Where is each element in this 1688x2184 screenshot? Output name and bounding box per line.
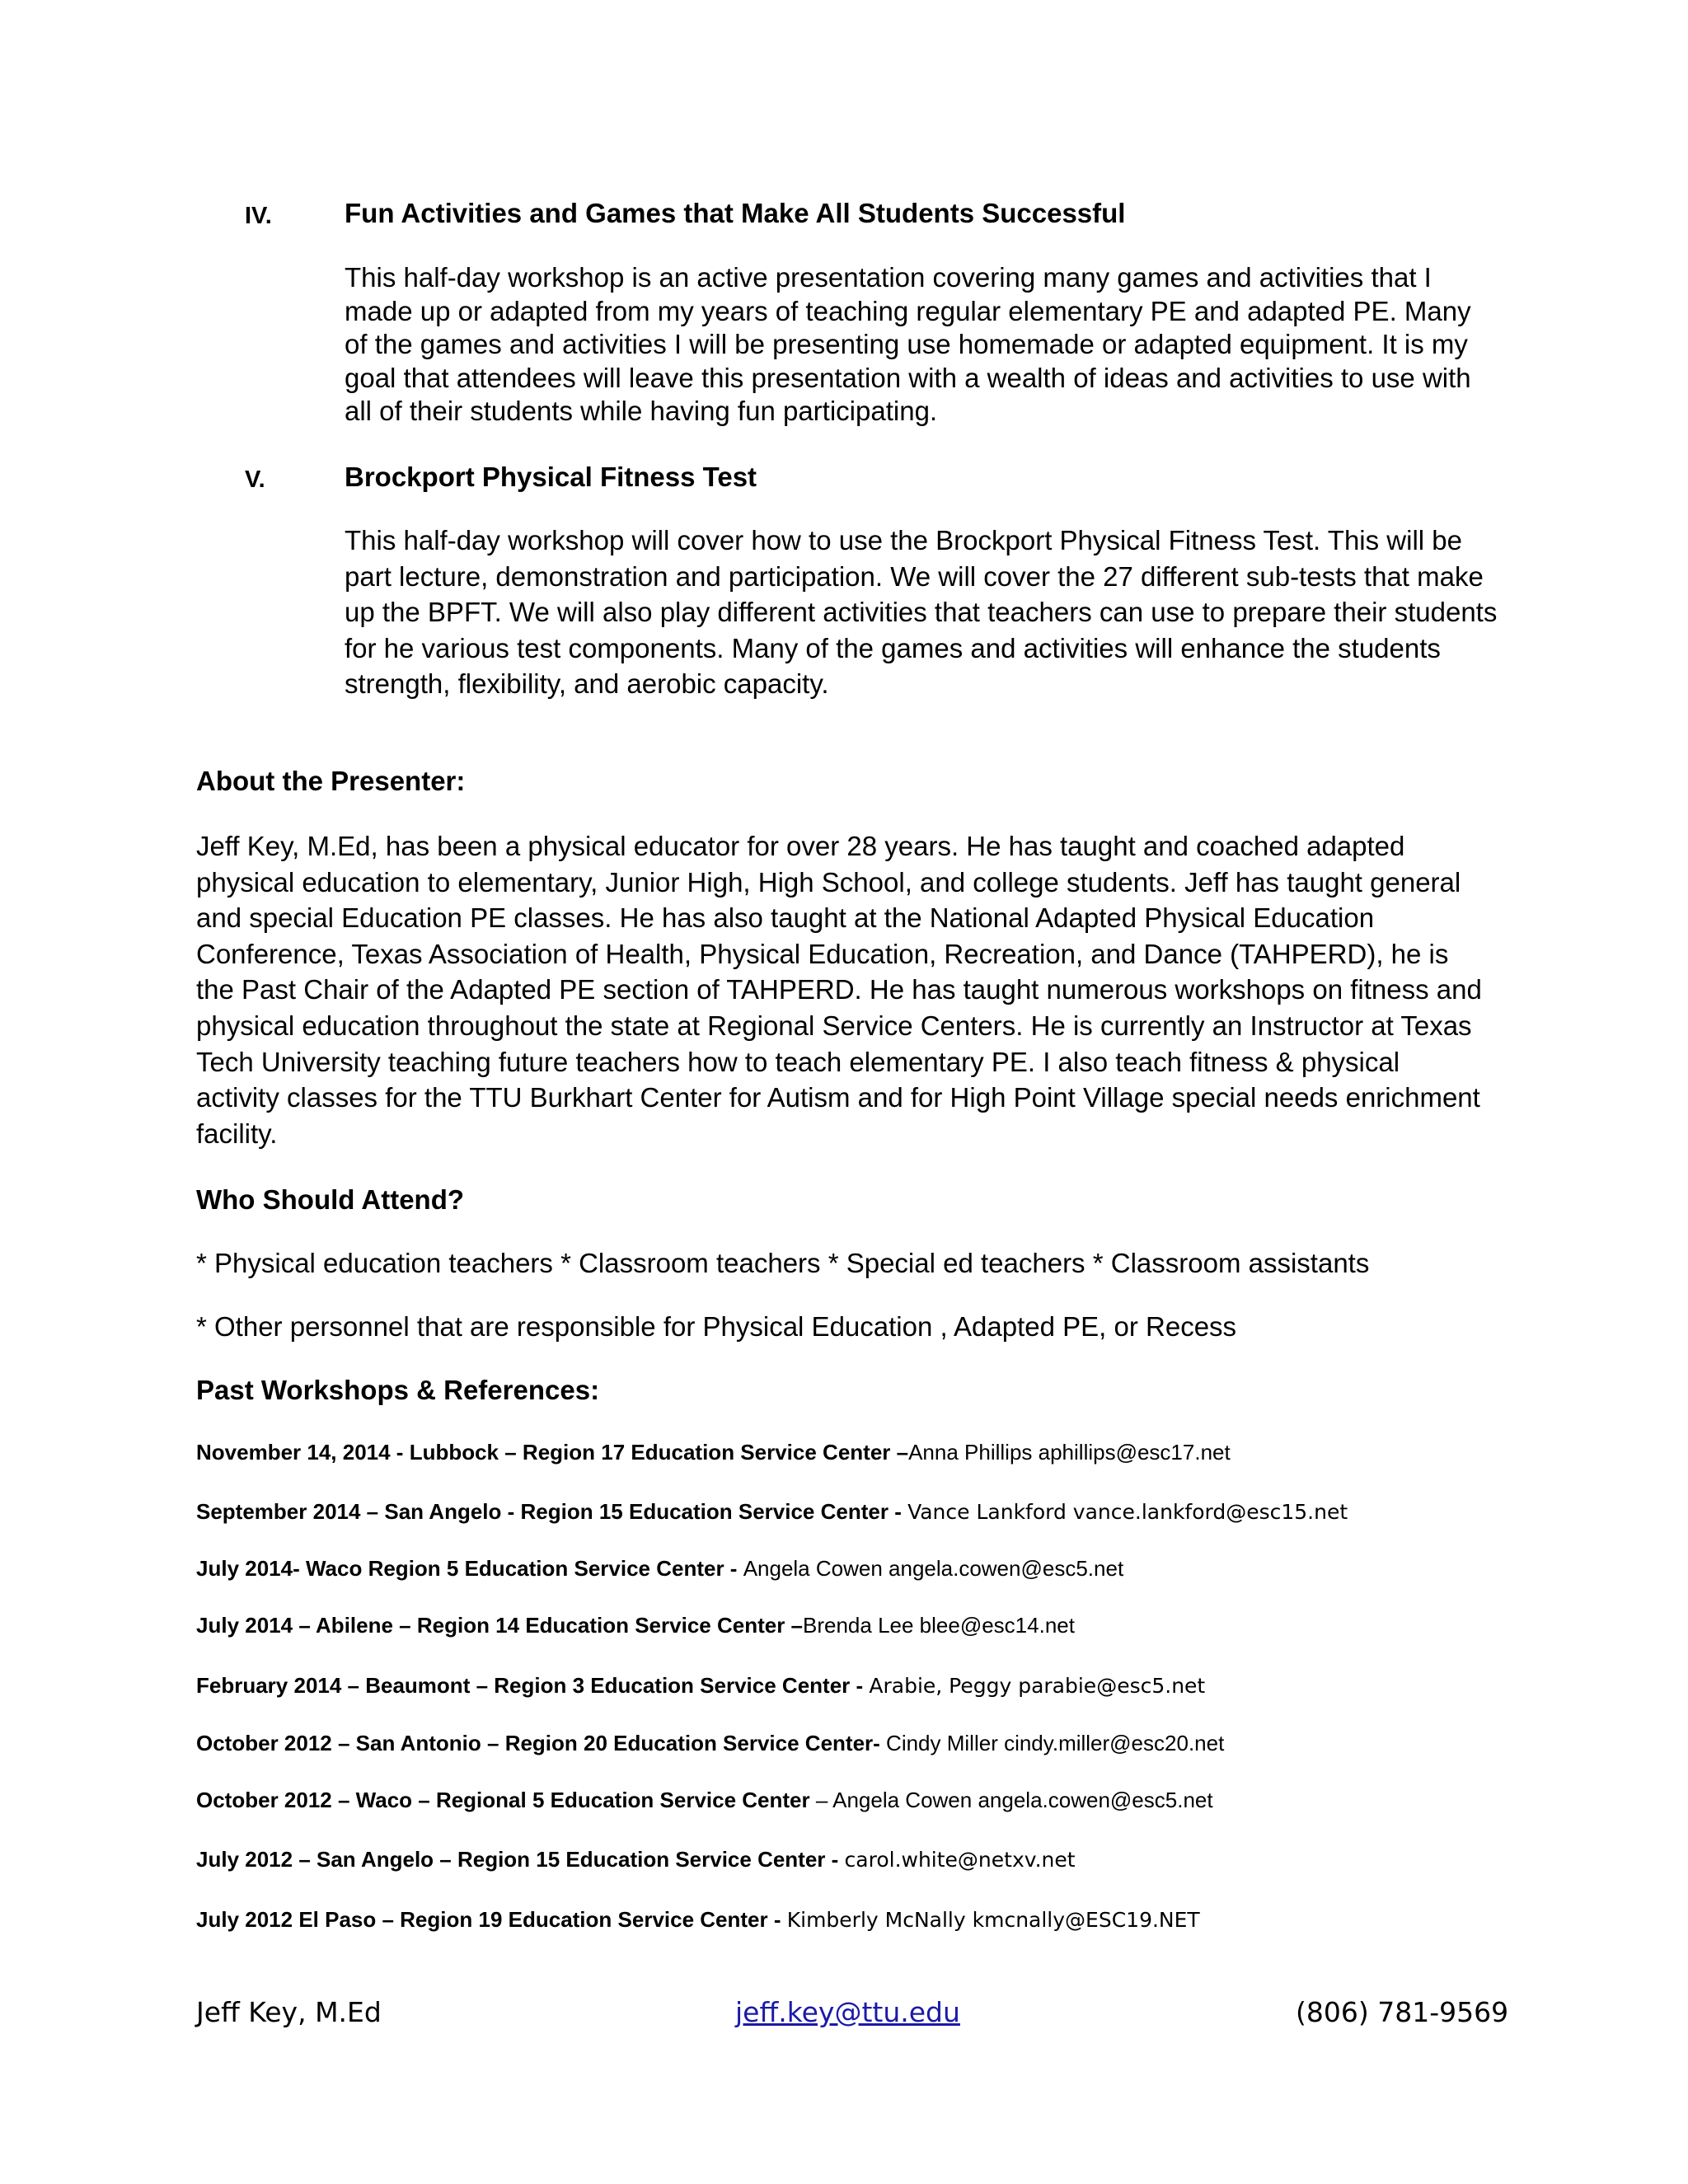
workshop-event: September 2014 – San Angelo - Region 15 Education Service Center - bbox=[196, 1499, 908, 1524]
footer-email-link[interactable]: jeff.key@ttu.edu bbox=[735, 1996, 960, 2028]
workshop-contact: Arabie, Peggy parabie@esc5.net bbox=[869, 1674, 1206, 1698]
section-body: This half-day workshop is an active presentation covering many games and activities that I made up or adapted from my years of teaching regular elementary PE and adapted PE. Many of the games and activities I will be presenting use homemade or adapted equipment. It is my goal that attendees will leave this presentation with a wealth of ideas and activities to use with all of their students while having fun participating. bbox=[345, 262, 1471, 426]
workshop-event: July 2012 – San Angelo – Region 15 Education Service Center - bbox=[196, 1847, 845, 1872]
section-title: Brockport Physical Fitness Test bbox=[345, 462, 757, 492]
workshop-contact: – Angela Cowen angela.cowen@esc5.net bbox=[815, 1788, 1213, 1812]
workshop-entry bbox=[196, 1499, 1348, 1525]
workshop-event: October 2012 – San Antonio – Region 20 Education Service Center- bbox=[196, 1731, 887, 1755]
attend-line-1: * Physical education teachers * Classroom teachers * Special ed teachers * Classroom assistants bbox=[196, 1248, 1370, 1278]
workshop-entry bbox=[196, 1731, 1224, 1756]
workshop-event: July 2012 El Paso – Region 19 Education Service Center - bbox=[196, 1907, 787, 1932]
workshop-entry bbox=[196, 1440, 1231, 1465]
workshop-contact: Vance Lankford vance.lankford@esc15.net bbox=[907, 1500, 1348, 1524]
attend-line-2: * Other personnel that are responsible for Physical Education , Adapted PE, or Recess bbox=[196, 1311, 1237, 1342]
about-text: Jeff Key, M.Ed, has been a physical educator for over 28 years. He has taught and coached adapted physical education to elementary, Junior High, High School, and college students. Jeff has taught general and special Education PE classes. He has also taught at the National Adapted Physical Education Conference, Texas Association of Health, Physical Education, Recreation, and Dance (TAHPERD), he is the Past Chair of the Adapted PE section of TAHPERD. He has taught numerous workshops on fitness and physical education throughout the state at Regional Service Centers. He is currently an Instructor at Texas Tech University teaching future teachers how to teach elementary PE. I also teach fitness & physical activity classes for the TTU Burkhart Center for Autism and for High Point Village special needs enrichment facility. bbox=[196, 831, 1482, 1149]
about-heading: About the Presenter: bbox=[196, 766, 466, 796]
footer-name: Jeff Key, M.Ed bbox=[196, 1996, 382, 2028]
workshops-heading: Past Workshops & References: bbox=[196, 1375, 600, 1405]
workshop-contact: Anna Phillips aphillips@esc17.net bbox=[908, 1440, 1231, 1465]
workshop-contact: carol.white@netxv.net bbox=[844, 1848, 1076, 1872]
workshop-contact: Kimberly McNally kmcnally@ESC19.NET bbox=[786, 1908, 1200, 1932]
workshop-entry bbox=[196, 1613, 1075, 1638]
section-title: Fun Activities and Games that Make All Students Successful bbox=[345, 198, 1126, 228]
workshop-entry bbox=[196, 1556, 1123, 1582]
section-number: IV. bbox=[245, 203, 272, 229]
workshop-contact: Angela Cowen angela.cowen@esc5.net bbox=[743, 1556, 1124, 1581]
workshop-entry bbox=[196, 1907, 1200, 1933]
workshop-event: November 14, 2014 - Lubbock – Region 17 Education Service Center – bbox=[196, 1440, 909, 1465]
workshop-entry bbox=[196, 1847, 1076, 1872]
footer-phone: (806) 781-9569 bbox=[1296, 1996, 1509, 2028]
workshop-event: October 2012 – Waco – Regional 5 Education Service Center bbox=[196, 1788, 816, 1812]
workshop-event: February 2014 – Beaumont – Region 3 Education Service Center - bbox=[196, 1673, 870, 1698]
section-body: This half-day workshop will cover how to use the Brockport Physical Fitness Test. This will be part lecture, demonstration and participation. We will cover the 27 different sub-tests that make up the BPFT. We will also play different activities that teachers can use to prepare their students for he various test components. Many of the games and activities will enhance the students strength, flexibility, and aerobic capacity. bbox=[345, 525, 1498, 700]
attend-heading: Who Should Attend? bbox=[196, 1184, 465, 1215]
workshop-event: July 2014 – Abilene – Region 14 Education Service Center – bbox=[196, 1613, 803, 1638]
section-number: V. bbox=[245, 466, 265, 493]
workshop-entry bbox=[196, 1788, 1213, 1813]
workshop-entry bbox=[196, 1673, 1205, 1699]
workshop-contact: Brenda Lee blee@esc14.net bbox=[803, 1613, 1075, 1638]
workshop-contact: Cindy Miller cindy.miller@esc20.net bbox=[886, 1731, 1225, 1755]
workshop-event: July 2014- Waco Region 5 Education Service Center - bbox=[196, 1556, 743, 1581]
